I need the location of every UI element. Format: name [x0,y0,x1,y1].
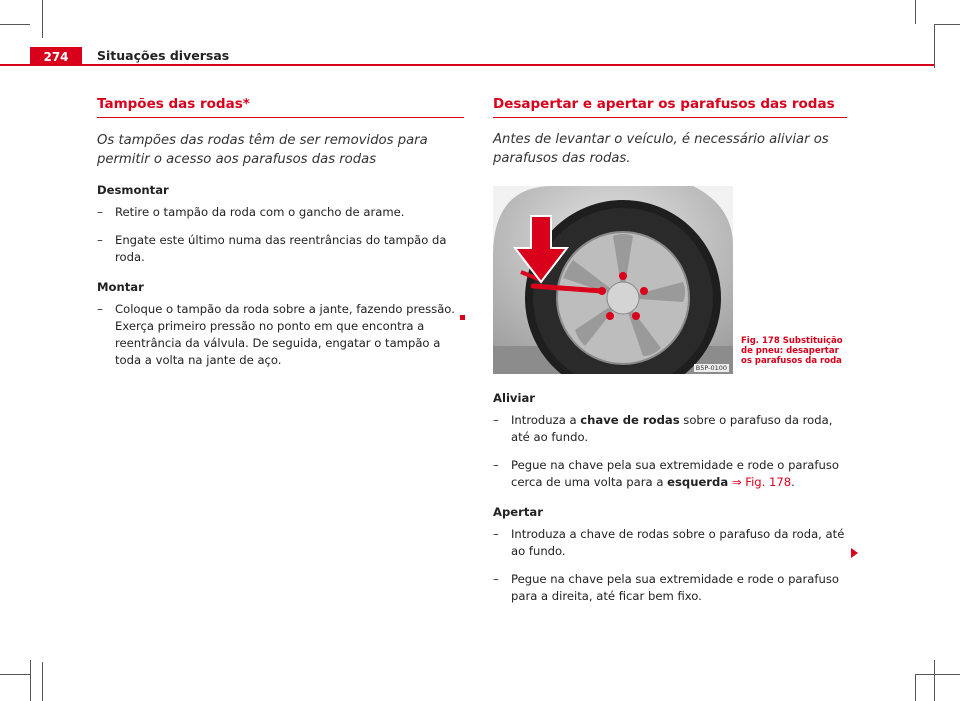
crop-mark [915,674,960,675]
list-item [97,232,464,266]
crop-mark [915,674,916,701]
list-item [493,412,853,446]
subhead-mount: Montar [97,280,144,294]
figure-caption: Fig. 178 Substituição de pneu: desapertar os parafusos da roda [741,336,843,366]
page-number: 274 [30,47,82,66]
dash-bullet: – [493,413,499,427]
step-text-bold: chave de rodas [580,413,680,427]
step-text-part: Pegue na chave pela sua extremidade e rode o parafuso cerca de uma volta para a [511,458,839,489]
figure-reference-link[interactable]: ⇒ Fig. 178 [731,475,792,489]
dash-bullet: – [97,233,103,247]
dash-bullet: – [97,302,103,316]
crop-mark [934,24,935,68]
section-title-wheel-bolts: Desapertar e apertar os parafusos das rodas [493,96,847,118]
right-column [493,96,853,605]
crop-mark [0,674,30,675]
crop-mark [915,0,916,24]
intro-hubcaps: Os tampões das rodas têm de ser removidos para permitir o acesso aos parafusos das rodas [97,133,428,167]
dash-bullet: – [97,205,103,219]
step-text: Coloque o tampão da roda sobre a jante, fazendo pressão. Exerça primeiro pressão no ponto em que encontra a reentrância da válvula. De seguida, engatar o tampão a toda a volta na jante de aço. [115,302,455,367]
crop-mark [42,0,43,38]
end-of-section-icon [460,315,465,320]
list-item [97,204,464,221]
running-header: Situações diversas [97,48,230,63]
wheel-illustration-icon [493,186,733,374]
subhead-loosen: Aliviar [493,391,535,405]
header-rule [0,64,934,66]
continue-arrow-icon [851,548,858,558]
intro-wheel-bolts: Antes de levantar o veículo, é necessário aliviar os parafusos das rodas. [493,132,829,166]
step-text [511,412,853,446]
section-title-hubcaps: Tampões das rodas* [97,96,464,118]
crop-mark [0,24,30,25]
dash-bullet: – [493,458,499,472]
list-item [97,301,464,369]
step-text [511,457,853,491]
list-item [493,457,853,491]
list-item [493,571,853,605]
wheel-figure [493,186,733,374]
list-item [493,526,853,560]
step-text: Introduza a chave de rodas sobre o parafuso da roda, até ao fundo. [511,527,845,558]
step-text: Retire o tampão da roda com o gancho de arame. [115,205,405,219]
crop-mark [42,662,43,701]
subhead-tighten: Apertar [493,505,543,519]
step-text: Pegue na chave pela sua extremidade e rode o parafuso para a direita, até ficar bem fixo. [511,572,839,603]
step-text-part: . [791,475,795,489]
step-text-part: Introduza a [511,413,581,427]
figure-block [493,186,853,374]
dash-bullet: – [493,572,499,586]
crop-mark [30,660,31,701]
crop-mark [934,24,960,25]
step-text: Engate este último numa das reentrâncias do tampão da roda. [115,233,447,264]
figure-code: B5P-0100 [695,364,727,372]
crop-mark [934,660,935,701]
left-column [97,96,464,369]
step-text-bold: esquerda [667,475,729,489]
step-text-part: sobre o parafuso da roda, até ao fundo. [511,413,833,444]
dash-bullet: – [493,527,499,541]
subhead-remove: Desmontar [97,183,169,197]
